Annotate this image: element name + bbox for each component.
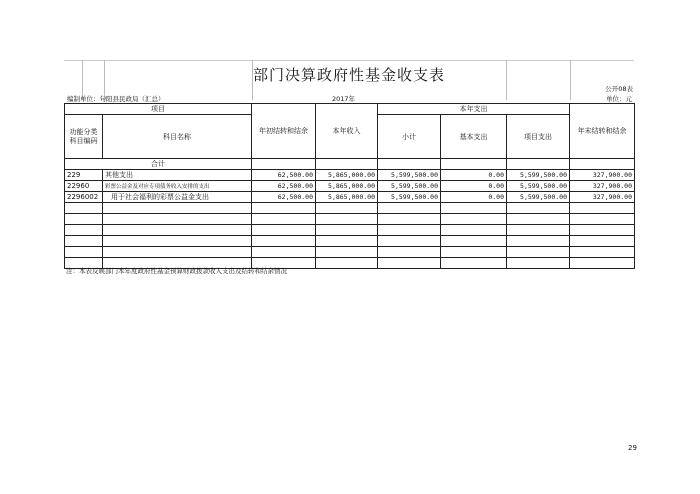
row-basic: 0.00 (441, 181, 507, 192)
meta-row (64, 94, 634, 103)
page-title: 部门决算政府性基金收支表 (252, 66, 445, 84)
footnote: 注：本表反映部门本年度政府性基金预算财政拨款收入支出及结转和结余情况 (66, 267, 287, 275)
page-number: 29 (628, 444, 637, 452)
row-income: 5,865,000.00 (316, 181, 378, 192)
total-label: 合计 (65, 159, 252, 170)
table-row (65, 181, 635, 192)
row-begin: 62,500.00 (252, 192, 316, 203)
header-begin-balance: 年初结转和结余 (252, 104, 316, 159)
row-project: 5,599,500.00 (507, 181, 570, 192)
row-begin: 62,500.00 (252, 181, 316, 192)
reporting-unit: 编制单位：句阳县民政局（汇总） (67, 95, 165, 103)
row-begin: 62,500.00 (252, 170, 316, 181)
row-income: 5,865,000.00 (316, 192, 378, 203)
row-end: 327,900.00 (570, 181, 635, 192)
header-subject-name: 科目名称 (103, 115, 252, 159)
row-code: 229 (65, 170, 103, 181)
header-project-exp: 项目支出 (507, 115, 570, 159)
header-current-expense: 本年支出 (378, 104, 570, 115)
form-code: 公开08表 (605, 85, 633, 93)
empty-row (65, 247, 635, 258)
header-basic: 基本支出 (441, 115, 507, 159)
row-project: 5,599,500.00 (507, 170, 570, 181)
header-func-code: 功能分类科目编码 (65, 115, 103, 159)
empty-row (65, 203, 635, 214)
header-row-1 (65, 104, 635, 115)
row-name: 用于社会福利的彩票公益金支出 (103, 192, 252, 203)
report-year: 2017年 (332, 95, 356, 103)
table-row (65, 192, 635, 203)
row-code: 22960 (65, 181, 103, 192)
header-project: 项目 (65, 104, 252, 115)
header-income: 本年收入 (316, 104, 378, 159)
row-name: 彩票公益金及对应专项债务收入安排的支出 (103, 181, 252, 192)
row-subtotal: 5,599,500.00 (378, 181, 441, 192)
header-subtotal: 小计 (378, 115, 441, 159)
row-subtotal: 5,599,500.00 (378, 170, 441, 181)
row-basic: 0.00 (441, 170, 507, 181)
empty-row (65, 236, 635, 247)
row-income: 5,865,000.00 (316, 170, 378, 181)
table-row (65, 170, 635, 181)
row-basic: 0.00 (441, 192, 507, 203)
row-name: 其他支出 (103, 170, 252, 181)
currency-unit: 单位：元 (606, 95, 632, 103)
fund-table (64, 103, 635, 269)
row-end: 327,900.00 (570, 192, 635, 203)
header-end-balance: 年末结转和结余 (570, 104, 635, 159)
total-row (65, 159, 635, 170)
sheet-top-border (64, 60, 634, 61)
row-project: 5,599,500.00 (507, 192, 570, 203)
row-end: 327,900.00 (570, 170, 635, 181)
empty-row (65, 214, 635, 225)
row-code: 2296002 (65, 192, 103, 203)
row-subtotal: 5,599,500.00 (378, 192, 441, 203)
empty-row (65, 225, 635, 236)
